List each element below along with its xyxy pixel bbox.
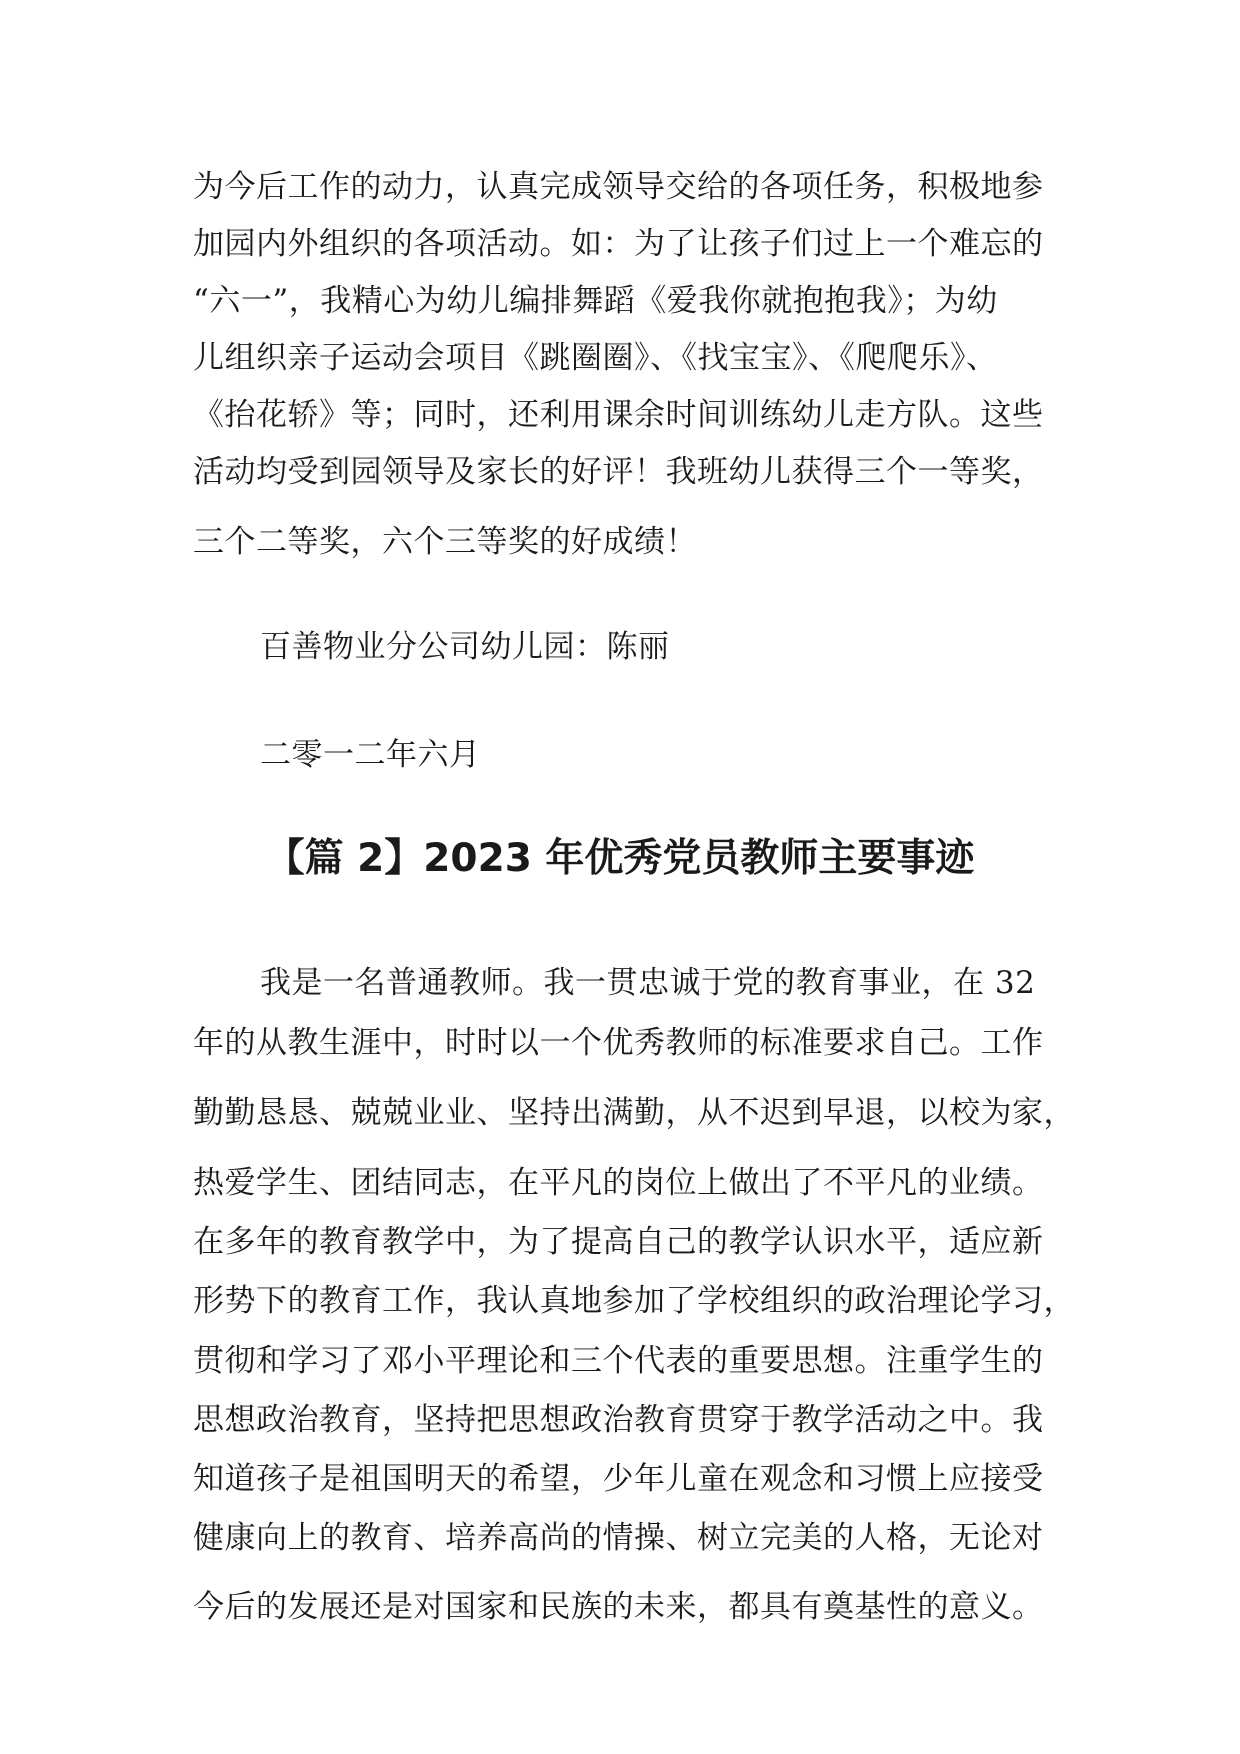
paragraph-line: 三个二等奖，六个三等奖的好成绩！ bbox=[193, 524, 697, 560]
paragraph-line: 健康向上的教育、培养高尚的情操、树立完美的人格，无论对 bbox=[193, 1520, 1044, 1556]
paragraph-line: 热爱学生、团结同志，在平凡的岗位上做出了不平凡的业绩。 bbox=[193, 1165, 1044, 1201]
signature-organization: 百善物业分公司幼儿园：陈丽 bbox=[260, 629, 670, 665]
paragraph-line: 我是一名普通教师。我一贯忠诚于党的教育事业，在 32 bbox=[260, 965, 1036, 1001]
paragraph-line: 今后的发展还是对国家和民族的未来，都具有奠基性的意义。 bbox=[193, 1589, 1044, 1625]
paragraph-line: 《抬花轿》等；同时，还利用课余时间训练幼儿走方队。这些 bbox=[193, 397, 1044, 433]
paragraph-line: 活动均受到园领导及家长的好评！我班幼儿获得三个一等奖， bbox=[193, 454, 1044, 490]
paragraph-line: 勤勤恳恳、兢兢业业、坚持出满勤，从不迟到早退，以校为家， bbox=[193, 1095, 1075, 1131]
paragraph-line: 在多年的教育教学中，为了提高自己的教学认识水平，适应新 bbox=[193, 1224, 1044, 1260]
signature-date: 二零一二年六月 bbox=[260, 737, 481, 773]
paragraph-line: 知道孩子是祖国明天的希望，少年儿童在观念和习惯上应接受 bbox=[193, 1461, 1044, 1497]
paragraph-line: 贯彻和学习了邓小平理论和三个代表的重要思想。注重学生的 bbox=[193, 1343, 1044, 1379]
paragraph-line: 加园内外组织的各项活动。如：为了让孩子们过上一个难忘的 bbox=[193, 226, 1044, 262]
paragraph-line: “六一”，我精心为幼儿编排舞蹈《爱我你就抱抱我》；为幼 bbox=[193, 283, 998, 319]
section-title: 【篇 2】2023 年优秀党员教师主要事迹 bbox=[265, 836, 975, 881]
paragraph-line: 思想政治教育，坚持把思想政治教育贯穿于教学活动之中。我 bbox=[193, 1402, 1044, 1438]
paragraph-line: 儿组织亲子运动会项目《跳圈圈》、《找宝宝》、《爬爬乐》、 bbox=[193, 340, 998, 376]
paragraph-line: 形势下的教育工作，我认真地参加了学校组织的政治理论学习， bbox=[193, 1283, 1075, 1319]
paragraph-line: 年的从教生涯中，时时以一个优秀教师的标准要求自己。工作 bbox=[193, 1025, 1044, 1061]
paragraph-line: 为今后工作的动力，认真完成领导交给的各项任务，积极地参 bbox=[193, 169, 1044, 205]
